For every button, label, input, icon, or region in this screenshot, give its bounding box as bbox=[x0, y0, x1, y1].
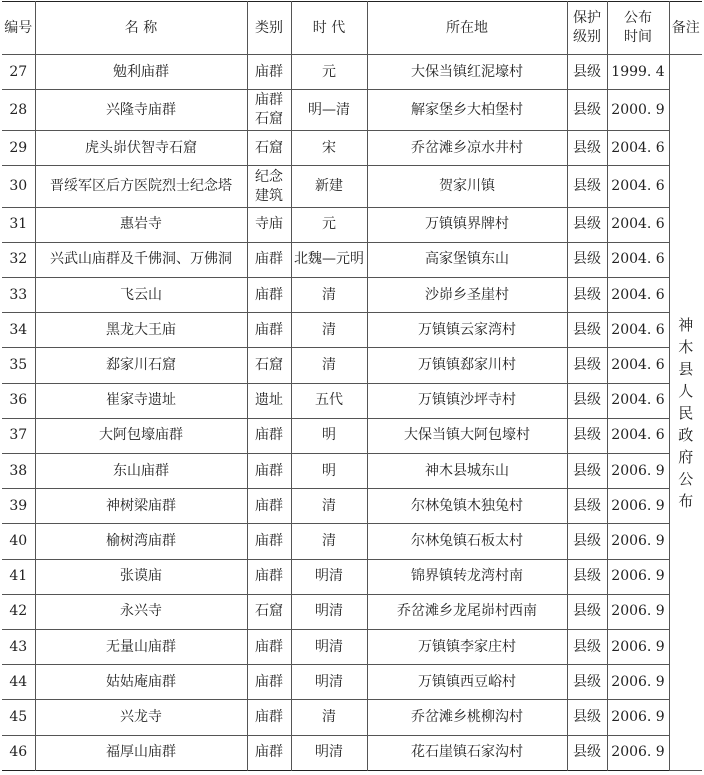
cell-date: 2004. 6 bbox=[607, 207, 669, 242]
cell-type: 庙群 bbox=[247, 524, 291, 559]
cell-era: 清 bbox=[291, 348, 367, 383]
cell-date: 2004. 6 bbox=[607, 277, 669, 312]
cell-date: 2004. 6 bbox=[607, 131, 669, 166]
cell-type: 石窟 bbox=[247, 131, 291, 166]
cell-location: 万镇镇沙坪寺村 bbox=[367, 383, 567, 418]
cell-name: 无量山庙群 bbox=[35, 629, 247, 664]
cell-type: 庙群 bbox=[247, 700, 291, 735]
cell-level: 县级 bbox=[567, 90, 607, 131]
header-name: 名 称 bbox=[35, 2, 247, 55]
cell-level: 县级 bbox=[567, 559, 607, 594]
cell-no: 31 bbox=[2, 207, 35, 242]
cell-location: 沙峁乡圣崖村 bbox=[367, 277, 567, 312]
table-row bbox=[2, 700, 702, 735]
cell-name: 福厚山庙群 bbox=[35, 735, 247, 770]
cell-type: 庙群 bbox=[247, 418, 291, 453]
cell-no: 40 bbox=[2, 524, 35, 559]
cell-date: 2000. 9 bbox=[607, 90, 669, 131]
header-type: 类别 bbox=[247, 2, 291, 55]
cell-type: 庙群 bbox=[247, 489, 291, 524]
cell-no: 37 bbox=[2, 418, 35, 453]
cell-type: 庙群 bbox=[247, 629, 291, 664]
header-date: 公布时间 bbox=[607, 2, 669, 55]
cell-no: 38 bbox=[2, 453, 35, 488]
cell-era: 宋 bbox=[291, 131, 367, 166]
cell-level: 县级 bbox=[567, 207, 607, 242]
table-row bbox=[2, 594, 702, 629]
header-level: 保护级别 bbox=[567, 2, 607, 55]
cell-no: 28 bbox=[2, 90, 35, 131]
cell-location: 解家堡乡大柏堡村 bbox=[367, 90, 567, 131]
cell-name: 虎头峁伏智寺石窟 bbox=[35, 131, 247, 166]
cell-level: 县级 bbox=[567, 242, 607, 277]
table-row bbox=[2, 735, 702, 770]
cell-location: 尔林兔镇木独兔村 bbox=[367, 489, 567, 524]
table-row bbox=[2, 524, 702, 559]
cell-era: 元 bbox=[291, 55, 367, 90]
cell-date: 2006. 9 bbox=[607, 524, 669, 559]
header-era: 时 代 bbox=[291, 2, 367, 55]
cell-no: 29 bbox=[2, 131, 35, 166]
cell-no: 43 bbox=[2, 629, 35, 664]
cell-era: 北魏—元明 bbox=[291, 242, 367, 277]
cell-era: 清 bbox=[291, 524, 367, 559]
cell-name: 东山庙群 bbox=[35, 453, 247, 488]
cell-type: 庙群 bbox=[247, 313, 291, 348]
cell-date: 2004. 6 bbox=[607, 242, 669, 277]
cell-location: 乔岔滩乡龙尾峁村西南 bbox=[367, 594, 567, 629]
cell-name: 惠岩寺 bbox=[35, 207, 247, 242]
cell-location: 万镇镇云家湾村 bbox=[367, 313, 567, 348]
cell-no: 41 bbox=[2, 559, 35, 594]
cell-era: 明清 bbox=[291, 665, 367, 700]
cell-location: 万镇镇李家庄村 bbox=[367, 629, 567, 664]
note-text: 神木县人民政府公布 bbox=[678, 315, 694, 510]
cell-name: 兴龙寺 bbox=[35, 700, 247, 735]
cell-date: 2006. 9 bbox=[607, 594, 669, 629]
cell-era: 明清 bbox=[291, 629, 367, 664]
cell-era: 明清 bbox=[291, 735, 367, 770]
cell-type: 庙群 bbox=[247, 55, 291, 90]
cell-date: 2006. 9 bbox=[607, 665, 669, 700]
header-no: 编号 bbox=[2, 2, 35, 55]
cell-type: 庙群 bbox=[247, 559, 291, 594]
cell-era: 明清 bbox=[291, 594, 367, 629]
table-row bbox=[2, 489, 702, 524]
cell-level: 县级 bbox=[567, 453, 607, 488]
cell-location: 大保当镇大阿包壕村 bbox=[367, 418, 567, 453]
cell-location: 乔岔滩乡桃柳沟村 bbox=[367, 700, 567, 735]
header-row bbox=[2, 2, 702, 55]
table-row bbox=[2, 242, 702, 277]
heritage-sites-table bbox=[2, 1, 702, 771]
cell-name: 姑姑庵庙群 bbox=[35, 665, 247, 700]
cell-name: 张谟庙 bbox=[35, 559, 247, 594]
cell-era: 清 bbox=[291, 313, 367, 348]
cell-date: 2004. 6 bbox=[607, 166, 669, 207]
cell-name: 崔家寺遗址 bbox=[35, 383, 247, 418]
cell-type: 庙群 bbox=[247, 735, 291, 770]
cell-no: 46 bbox=[2, 735, 35, 770]
cell-type: 庙群 bbox=[247, 242, 291, 277]
cell-date: 2004. 6 bbox=[607, 348, 669, 383]
cell-era: 五代 bbox=[291, 383, 367, 418]
cell-name: 榆树湾庙群 bbox=[35, 524, 247, 559]
cell-era: 明 bbox=[291, 453, 367, 488]
cell-level: 县级 bbox=[567, 700, 607, 735]
cell-type: 纪念建筑 bbox=[247, 166, 291, 207]
table-row bbox=[2, 131, 702, 166]
cell-level: 县级 bbox=[567, 524, 607, 559]
cell-era: 清 bbox=[291, 277, 367, 312]
table-row bbox=[2, 383, 702, 418]
cell-level: 县级 bbox=[567, 383, 607, 418]
cell-no: 45 bbox=[2, 700, 35, 735]
table-row bbox=[2, 348, 702, 383]
cell-level: 县级 bbox=[567, 418, 607, 453]
cell-name: 郄家川石窟 bbox=[35, 348, 247, 383]
cell-level: 县级 bbox=[567, 131, 607, 166]
table-row bbox=[2, 277, 702, 312]
table-row bbox=[2, 55, 702, 90]
cell-no: 27 bbox=[2, 55, 35, 90]
cell-location: 乔岔滩乡凉水井村 bbox=[367, 131, 567, 166]
cell-name: 兴隆寺庙群 bbox=[35, 90, 247, 131]
cell-no: 35 bbox=[2, 348, 35, 383]
cell-no: 34 bbox=[2, 313, 35, 348]
cell-type: 庙群 bbox=[247, 665, 291, 700]
cell-era: 清 bbox=[291, 489, 367, 524]
cell-level: 县级 bbox=[567, 55, 607, 90]
cell-date: 2006. 9 bbox=[607, 559, 669, 594]
cell-note bbox=[669, 55, 702, 771]
cell-type: 石窟 bbox=[247, 594, 291, 629]
cell-name: 黑龙大王庙 bbox=[35, 313, 247, 348]
table-row bbox=[2, 629, 702, 664]
cell-name: 勉利庙群 bbox=[35, 55, 247, 90]
cell-level: 县级 bbox=[567, 665, 607, 700]
table-row bbox=[2, 207, 702, 242]
cell-level: 县级 bbox=[567, 313, 607, 348]
cell-location: 花石崖镇石家沟村 bbox=[367, 735, 567, 770]
cell-date: 2006. 9 bbox=[607, 700, 669, 735]
cell-location: 锦界镇转龙湾村南 bbox=[367, 559, 567, 594]
cell-name: 兴武山庙群及千佛洞、万佛洞 bbox=[35, 242, 247, 277]
cell-location: 贺家川镇 bbox=[367, 166, 567, 207]
cell-type: 庙群石窟 bbox=[247, 90, 291, 131]
cell-era: 明 bbox=[291, 418, 367, 453]
cell-no: 33 bbox=[2, 277, 35, 312]
cell-no: 42 bbox=[2, 594, 35, 629]
cell-name: 永兴寺 bbox=[35, 594, 247, 629]
cell-type: 遗址 bbox=[247, 383, 291, 418]
table-row bbox=[2, 559, 702, 594]
cell-date: 2006. 9 bbox=[607, 735, 669, 770]
cell-type: 寺庙 bbox=[247, 207, 291, 242]
cell-name: 飞云山 bbox=[35, 277, 247, 312]
cell-location: 大保当镇红泥壕村 bbox=[367, 55, 567, 90]
cell-level: 县级 bbox=[567, 166, 607, 207]
cell-era: 元 bbox=[291, 207, 367, 242]
cell-location: 神木县城东山 bbox=[367, 453, 567, 488]
cell-level: 县级 bbox=[567, 489, 607, 524]
cell-era: 新建 bbox=[291, 166, 367, 207]
header-note: 备注 bbox=[669, 2, 702, 55]
cell-location: 高家堡镇东山 bbox=[367, 242, 567, 277]
table-row bbox=[2, 665, 702, 700]
cell-name: 神树梁庙群 bbox=[35, 489, 247, 524]
cell-level: 县级 bbox=[567, 735, 607, 770]
table-row bbox=[2, 90, 702, 131]
cell-level: 县级 bbox=[567, 629, 607, 664]
cell-location: 万镇镇界牌村 bbox=[367, 207, 567, 242]
cell-type: 庙群 bbox=[247, 453, 291, 488]
cell-date: 2004. 6 bbox=[607, 383, 669, 418]
cell-no: 39 bbox=[2, 489, 35, 524]
cell-no: 44 bbox=[2, 665, 35, 700]
cell-era: 明清 bbox=[291, 559, 367, 594]
table-body bbox=[2, 55, 702, 771]
cell-date: 2006. 9 bbox=[607, 453, 669, 488]
cell-date: 2006. 9 bbox=[607, 629, 669, 664]
table-row bbox=[2, 453, 702, 488]
table-row bbox=[2, 313, 702, 348]
cell-era: 清 bbox=[291, 700, 367, 735]
cell-date: 2004. 6 bbox=[607, 418, 669, 453]
cell-era: 明—清 bbox=[291, 90, 367, 131]
table-row bbox=[2, 166, 702, 207]
cell-location: 万镇镇西豆峪村 bbox=[367, 665, 567, 700]
cell-level: 县级 bbox=[567, 594, 607, 629]
table-row bbox=[2, 418, 702, 453]
cell-date: 2004. 6 bbox=[607, 313, 669, 348]
cell-no: 32 bbox=[2, 242, 35, 277]
cell-no: 30 bbox=[2, 166, 35, 207]
cell-location: 尔林兔镇石板太村 bbox=[367, 524, 567, 559]
cell-no: 36 bbox=[2, 383, 35, 418]
cell-location: 万镇镇郄家川村 bbox=[367, 348, 567, 383]
cell-name: 晋绥军区后方医院烈士纪念塔 bbox=[35, 166, 247, 207]
header-location: 所在地 bbox=[367, 2, 567, 55]
cell-type: 庙群 bbox=[247, 277, 291, 312]
cell-level: 县级 bbox=[567, 277, 607, 312]
cell-name: 大阿包壕庙群 bbox=[35, 418, 247, 453]
cell-type: 石窟 bbox=[247, 348, 291, 383]
cell-date: 1999. 4 bbox=[607, 55, 669, 90]
cell-level: 县级 bbox=[567, 348, 607, 383]
cell-date: 2006. 9 bbox=[607, 489, 669, 524]
